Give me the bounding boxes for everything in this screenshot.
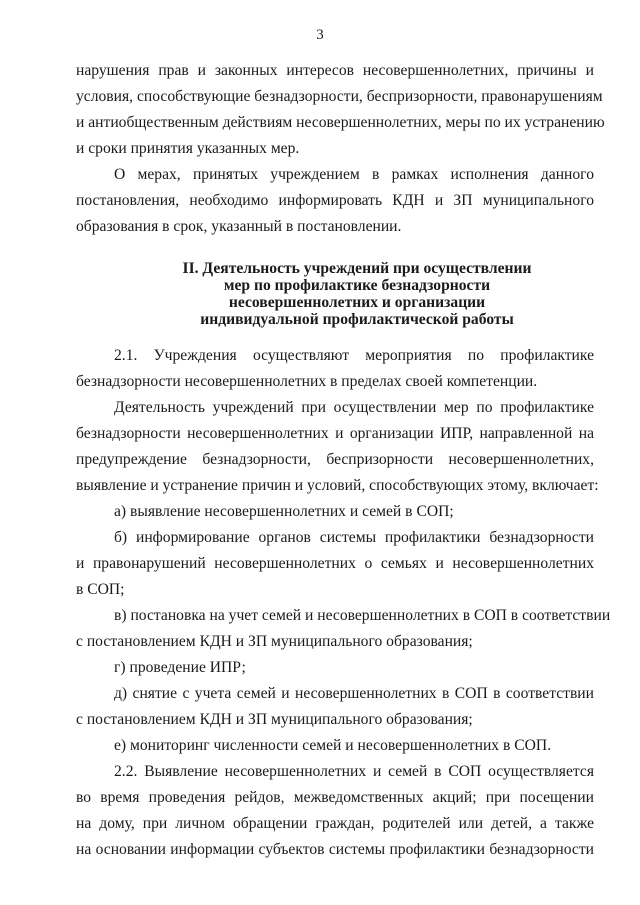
text-line: во время проведения рейдов, межведомственных акций; при посещении xyxy=(76,789,594,806)
text-line: нарушения прав и законных интересов несовершеннолетних, причины и xyxy=(76,62,594,79)
page-number: 3 xyxy=(316,27,324,43)
text-line: и антиобщественным действиям несовершеннолетних, меры по их устранению xyxy=(76,114,605,131)
text-line: предупреждение безнадзорности, беспризорности несовершеннолетних, xyxy=(76,451,594,468)
text-line: 2.1. Учреждения осуществляют мероприятия по профилактике xyxy=(114,347,594,364)
text-line: безнадзорности несовершеннолетних в пределах своей компетенции. xyxy=(76,373,538,390)
section-heading: несовершеннолетних и организации xyxy=(228,294,486,311)
list-item: г) проведение ИПР; xyxy=(114,659,246,676)
text-line: безнадзорности несовершеннолетних и организации ИПР, направленной на xyxy=(76,425,594,442)
section-heading: индивидуальной профилактической работы xyxy=(200,311,514,328)
text-line: с постановлением КДН и ЗП муниципального образования; xyxy=(76,633,473,650)
list-item: е) мониторинг численности семей и несовершеннолетних в СОП. xyxy=(114,737,552,754)
list-item: в) постановка на учет семей и несовершеннолетних в СОП в соответствии xyxy=(114,607,611,624)
text-line: 2.2. Выявление несовершеннолетних и семей в СОП осуществляется xyxy=(114,763,594,780)
text-line: на дому, при личном обращении граждан, родителей или детей, а также xyxy=(76,815,594,832)
text-line: и сроки принятия указанных мер. xyxy=(76,140,300,157)
text-line: на основании информации субъектов системы профилактики безнадзорности xyxy=(76,841,594,858)
text-line: образования в срок, указанный в постановлении. xyxy=(76,218,402,235)
text-line: в СОП; xyxy=(76,581,125,598)
text-line: и правонарушений несовершеннолетних о семьях и несовершеннолетних xyxy=(76,555,594,572)
list-item: а) выявление несовершеннолетних и семей в СОП; xyxy=(114,503,454,520)
text-line: О мерах, принятых учреждением в рамках исполнения данного xyxy=(114,166,594,183)
section-heading: мер по профилактике безнадзорности xyxy=(223,277,491,294)
text-line: условия, способствующие безнадзорности, беспризорности, правонарушениям xyxy=(76,88,603,105)
list-item: б) информирование органов системы профилактики безнадзорности xyxy=(114,529,594,546)
text-line: выявление и устранение причин и условий, способствующих этому, включает: xyxy=(76,477,599,494)
text-line: постановления, необходимо информировать КДН и ЗП муниципального xyxy=(76,192,594,209)
text-line: Деятельность учреждений при осуществлении мер по профилактике xyxy=(114,399,594,416)
text-line: с постановлением КДН и ЗП муниципального образования; xyxy=(76,711,473,728)
list-item: д) снятие с учета семей и несовершеннолетних в СОП в соответствии xyxy=(114,685,594,702)
section-heading: II. Деятельность учреждений при осуществлении xyxy=(182,260,532,277)
